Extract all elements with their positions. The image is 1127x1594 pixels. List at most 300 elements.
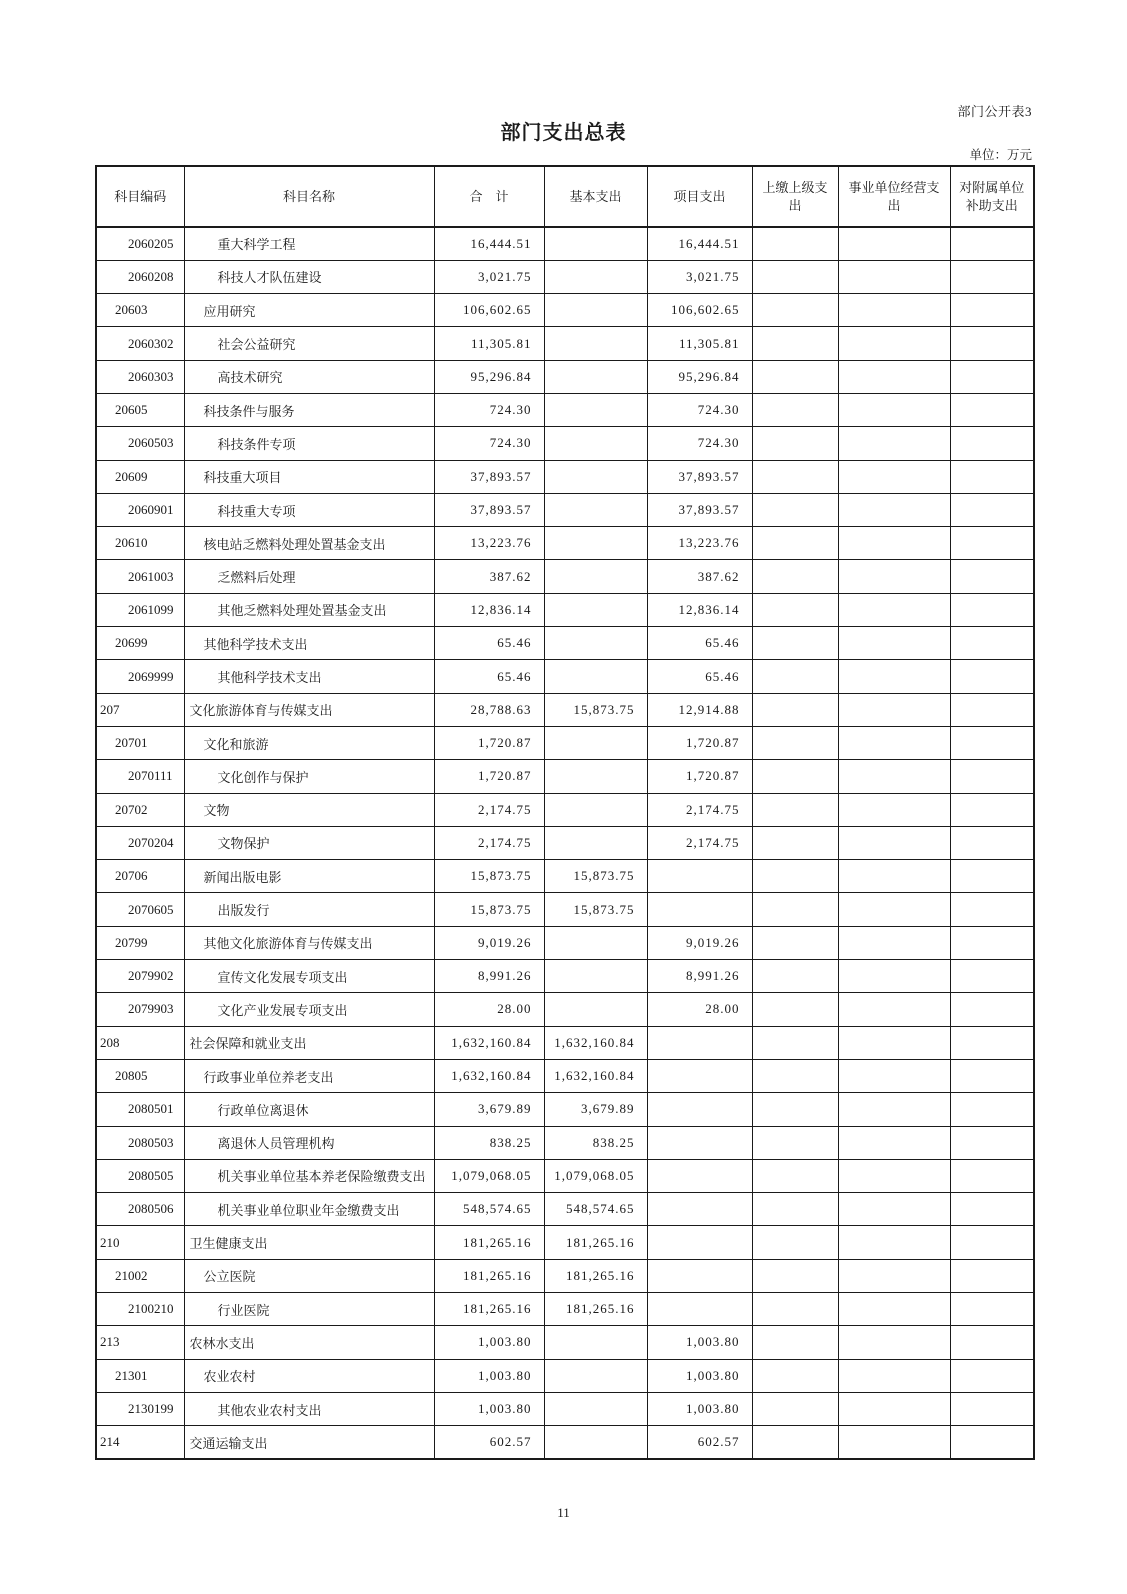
cell-subject-name: 高技术研究 [184, 360, 434, 393]
cell-project-expense: 3,021.75 [647, 260, 752, 293]
cell-subsidy-to-affiliates [950, 1026, 1034, 1059]
cell-project-expense: 602.57 [647, 1426, 752, 1459]
cell-total: 65.46 [434, 660, 544, 693]
cell-upper-level-expense [752, 1059, 838, 1092]
cell-business-operation-expense [838, 1293, 950, 1326]
cell-upper-level-expense [752, 660, 838, 693]
cell-project-expense: 2,174.75 [647, 826, 752, 859]
cell-project-expense: 37,893.57 [647, 493, 752, 526]
cell-subject-name: 社会保障和就业支出 [184, 1026, 434, 1059]
cell-business-operation-expense [838, 1159, 950, 1192]
cell-subject-name: 交通运输支出 [184, 1426, 434, 1459]
cell-subject-code: 20805 [96, 1059, 184, 1092]
cell-subject-code: 20706 [96, 860, 184, 893]
cell-total: 1,720.87 [434, 760, 544, 793]
cell-project-expense: 1,003.80 [647, 1392, 752, 1425]
cell-upper-level-expense [752, 1093, 838, 1126]
cell-subject-name: 行政事业单位养老支出 [184, 1059, 434, 1092]
cell-subject-code: 2080505 [96, 1159, 184, 1192]
cell-subject-code: 2070111 [96, 760, 184, 793]
cell-subsidy-to-affiliates [950, 693, 1034, 726]
cell-project-expense [647, 1093, 752, 1126]
table-row [96, 393, 1034, 426]
cell-basic-expense [544, 1426, 647, 1459]
cell-basic-expense: 1,079,068.05 [544, 1159, 647, 1192]
cell-business-operation-expense [838, 1026, 950, 1059]
cell-subsidy-to-affiliates [950, 793, 1034, 826]
cell-basic-expense [544, 327, 647, 360]
cell-business-operation-expense [838, 294, 950, 327]
table-body [96, 227, 1034, 1459]
cell-subsidy-to-affiliates [950, 1426, 1034, 1459]
cell-subject-name: 机关事业单位职业年金缴费支出 [184, 1193, 434, 1226]
cell-business-operation-expense [838, 1259, 950, 1292]
table-row [96, 760, 1034, 793]
cell-subsidy-to-affiliates [950, 527, 1034, 560]
cell-total: 15,873.75 [434, 860, 544, 893]
cell-upper-level-expense [752, 926, 838, 959]
cell-subject-code: 2069999 [96, 660, 184, 693]
cell-basic-expense [544, 527, 647, 560]
col-subsidy-to-affiliates: 对附属单位补助支出 [950, 166, 1034, 227]
cell-upper-level-expense [752, 1259, 838, 1292]
cell-upper-level-expense [752, 760, 838, 793]
cell-subsidy-to-affiliates [950, 660, 1034, 693]
cell-project-expense [647, 893, 752, 926]
cell-business-operation-expense [838, 693, 950, 726]
cell-upper-level-expense [752, 1159, 838, 1192]
cell-project-expense: 8,991.26 [647, 960, 752, 993]
cell-business-operation-expense [838, 1126, 950, 1159]
cell-subject-name: 农业农村 [184, 1359, 434, 1392]
table-row [96, 1392, 1034, 1425]
cell-subsidy-to-affiliates [950, 294, 1034, 327]
cell-subject-name: 文物保护 [184, 826, 434, 859]
table-row [96, 1426, 1034, 1459]
table-row [96, 460, 1034, 493]
cell-subject-code: 20603 [96, 294, 184, 327]
cell-basic-expense [544, 493, 647, 526]
cell-subject-code: 20702 [96, 793, 184, 826]
cell-subsidy-to-affiliates [950, 360, 1034, 393]
table-row [96, 1126, 1034, 1159]
cell-basic-expense [544, 793, 647, 826]
cell-basic-expense: 181,265.16 [544, 1226, 647, 1259]
table-row [96, 227, 1034, 260]
cell-subject-name: 机关事业单位基本养老保险缴费支出 [184, 1159, 434, 1192]
table-row [96, 260, 1034, 293]
cell-total: 28,788.63 [434, 693, 544, 726]
cell-business-operation-expense [838, 593, 950, 626]
cell-subject-name: 科技重大项目 [184, 460, 434, 493]
cell-subject-code: 2061003 [96, 560, 184, 593]
cell-business-operation-expense [838, 826, 950, 859]
cell-subsidy-to-affiliates [950, 1159, 1034, 1192]
cell-subsidy-to-affiliates [950, 1259, 1034, 1292]
cell-upper-level-expense [752, 294, 838, 327]
cell-business-operation-expense [838, 360, 950, 393]
cell-total: 3,021.75 [434, 260, 544, 293]
cell-subject-name: 科技条件专项 [184, 427, 434, 460]
cell-subsidy-to-affiliates [950, 1126, 1034, 1159]
cell-upper-level-expense [752, 393, 838, 426]
table-row [96, 1059, 1034, 1092]
cell-upper-level-expense [752, 960, 838, 993]
cell-basic-expense [544, 427, 647, 460]
cell-subject-code: 208 [96, 1026, 184, 1059]
expense-table [95, 165, 1035, 1460]
cell-basic-expense [544, 1392, 647, 1425]
cell-basic-expense: 15,873.75 [544, 860, 647, 893]
cell-subject-name: 科技条件与服务 [184, 393, 434, 426]
cell-total: 181,265.16 [434, 1293, 544, 1326]
cell-business-operation-expense [838, 227, 950, 260]
cell-subject-name: 乏燃料后处理 [184, 560, 434, 593]
cell-subject-name: 卫生健康支出 [184, 1226, 434, 1259]
cell-business-operation-expense [838, 1392, 950, 1425]
table-row [96, 427, 1034, 460]
cell-project-expense [647, 860, 752, 893]
cell-subsidy-to-affiliates [950, 427, 1034, 460]
cell-business-operation-expense [838, 427, 950, 460]
cell-upper-level-expense [752, 260, 838, 293]
cell-upper-level-expense [752, 360, 838, 393]
table-row [96, 826, 1034, 859]
cell-total: 9,019.26 [434, 926, 544, 959]
table-row [96, 1326, 1034, 1359]
cell-upper-level-expense [752, 860, 838, 893]
cell-business-operation-expense [838, 1426, 950, 1459]
cell-business-operation-expense [838, 1059, 950, 1092]
cell-project-expense: 12,914.88 [647, 693, 752, 726]
cell-business-operation-expense [838, 560, 950, 593]
cell-basic-expense: 838.25 [544, 1126, 647, 1159]
cell-project-expense: 12,836.14 [647, 593, 752, 626]
cell-upper-level-expense [752, 693, 838, 726]
cell-business-operation-expense [838, 327, 950, 360]
cell-subject-code: 2079903 [96, 993, 184, 1026]
cell-project-expense: 724.30 [647, 427, 752, 460]
cell-total: 65.46 [434, 627, 544, 660]
cell-subsidy-to-affiliates [950, 1326, 1034, 1359]
cell-business-operation-expense [838, 726, 950, 759]
cell-subject-name: 行业医院 [184, 1293, 434, 1326]
cell-basic-expense [544, 726, 647, 759]
table-row [96, 960, 1034, 993]
cell-basic-expense [544, 993, 647, 1026]
cell-subject-code: 2060503 [96, 427, 184, 460]
table-row [96, 1026, 1034, 1059]
col-subject-name: 科目名称 [184, 166, 434, 227]
cell-total: 3,679.89 [434, 1093, 544, 1126]
cell-subsidy-to-affiliates [950, 493, 1034, 526]
cell-upper-level-expense [752, 493, 838, 526]
cell-project-expense [647, 1193, 752, 1226]
page-number: 11 [557, 1505, 570, 1520]
cell-project-expense: 11,305.81 [647, 327, 752, 360]
cell-project-expense: 106,602.65 [647, 294, 752, 327]
cell-subject-name: 出版发行 [184, 893, 434, 926]
cell-subject-code: 2060302 [96, 327, 184, 360]
table-row [96, 560, 1034, 593]
cell-basic-expense: 15,873.75 [544, 693, 647, 726]
cell-upper-level-expense [752, 893, 838, 926]
cell-total: 548,574.65 [434, 1193, 544, 1226]
cell-total: 95,296.84 [434, 360, 544, 393]
cell-subject-code: 2060205 [96, 227, 184, 260]
cell-subject-name: 其他科学技术支出 [184, 660, 434, 693]
cell-business-operation-expense [838, 1226, 950, 1259]
cell-basic-expense: 15,873.75 [544, 893, 647, 926]
cell-business-operation-expense [838, 660, 950, 693]
cell-subject-name: 核电站乏燃料处理处置基金支出 [184, 527, 434, 560]
cell-total: 2,174.75 [434, 826, 544, 859]
cell-upper-level-expense [752, 826, 838, 859]
cell-basic-expense [544, 826, 647, 859]
cell-total: 387.62 [434, 560, 544, 593]
cell-subject-name: 文化产业发展专项支出 [184, 993, 434, 1026]
cell-subsidy-to-affiliates [950, 1059, 1034, 1092]
unit-note: 单位：万元 [969, 148, 1032, 162]
cell-business-operation-expense [838, 993, 950, 1026]
cell-business-operation-expense [838, 1193, 950, 1226]
table-row [96, 294, 1034, 327]
cell-subsidy-to-affiliates [950, 1392, 1034, 1425]
cell-basic-expense [544, 227, 647, 260]
cell-business-operation-expense [838, 1326, 950, 1359]
cell-project-expense: 28.00 [647, 993, 752, 1026]
table-row [96, 1193, 1034, 1226]
cell-subject-name: 科技人才队伍建设 [184, 260, 434, 293]
col-basic-expense: 基本支出 [544, 166, 647, 227]
cell-basic-expense: 181,265.16 [544, 1293, 647, 1326]
cell-subsidy-to-affiliates [950, 560, 1034, 593]
cell-subsidy-to-affiliates [950, 860, 1034, 893]
cell-project-expense [647, 1159, 752, 1192]
cell-subject-code: 2080506 [96, 1193, 184, 1226]
cell-total: 15,873.75 [434, 893, 544, 926]
page-title: 部门支出总表 [500, 122, 627, 144]
table-row [96, 693, 1034, 726]
table-row [96, 527, 1034, 560]
cell-business-operation-expense [838, 460, 950, 493]
cell-total: 11,305.81 [434, 327, 544, 360]
cell-subsidy-to-affiliates [950, 1293, 1034, 1326]
cell-project-expense [647, 1226, 752, 1259]
cell-subject-name: 农林水支出 [184, 1326, 434, 1359]
table-row [96, 1093, 1034, 1126]
table-row [96, 860, 1034, 893]
cell-subsidy-to-affiliates [950, 460, 1034, 493]
cell-upper-level-expense [752, 427, 838, 460]
cell-project-expense: 95,296.84 [647, 360, 752, 393]
col-upper-level-expense: 上缴上级支出 [752, 166, 838, 227]
col-subject-code: 科目编码 [96, 166, 184, 227]
cell-subject-code: 2080503 [96, 1126, 184, 1159]
cell-project-expense: 37,893.57 [647, 460, 752, 493]
cell-total: 181,265.16 [434, 1226, 544, 1259]
cell-business-operation-expense [838, 893, 950, 926]
cell-basic-expense [544, 660, 647, 693]
cell-subsidy-to-affiliates [950, 260, 1034, 293]
cell-subsidy-to-affiliates [950, 327, 1034, 360]
cell-upper-level-expense [752, 793, 838, 826]
cell-basic-expense [544, 560, 647, 593]
cell-total: 8,991.26 [434, 960, 544, 993]
cell-subject-name: 行政单位离退休 [184, 1093, 434, 1126]
table-row [96, 1159, 1034, 1192]
table-row [96, 893, 1034, 926]
cell-upper-level-expense [752, 1193, 838, 1226]
cell-project-expense [647, 1126, 752, 1159]
cell-subject-code: 2079902 [96, 960, 184, 993]
cell-subject-code: 214 [96, 1426, 184, 1459]
cell-total: 724.30 [434, 427, 544, 460]
table-row [96, 327, 1034, 360]
cell-subject-code: 2130199 [96, 1392, 184, 1425]
table-header [96, 166, 1034, 227]
cell-upper-level-expense [752, 627, 838, 660]
cell-subject-name: 文化创作与保护 [184, 760, 434, 793]
cell-business-operation-expense [838, 627, 950, 660]
cell-project-expense: 16,444.51 [647, 227, 752, 260]
cell-business-operation-expense [838, 793, 950, 826]
col-total: 合 计 [434, 166, 544, 227]
cell-subsidy-to-affiliates [950, 726, 1034, 759]
table-row [96, 1359, 1034, 1392]
table-row [96, 360, 1034, 393]
cell-basic-expense [544, 1326, 647, 1359]
cell-subject-name: 其他农业农村支出 [184, 1392, 434, 1425]
cell-basic-expense [544, 627, 647, 660]
cell-basic-expense [544, 760, 647, 793]
col-business-operation-expense: 事业单位经营支出 [838, 166, 950, 227]
cell-total: 37,893.57 [434, 460, 544, 493]
cell-subsidy-to-affiliates [950, 627, 1034, 660]
cell-subject-code: 210 [96, 1226, 184, 1259]
cell-subject-code: 20605 [96, 393, 184, 426]
cell-subsidy-to-affiliates [950, 1093, 1034, 1126]
table-row [96, 1226, 1034, 1259]
cell-subject-code: 2061099 [96, 593, 184, 626]
cell-subject-code: 21002 [96, 1259, 184, 1292]
cell-business-operation-expense [838, 1359, 950, 1392]
cell-subject-name: 其他科学技术支出 [184, 627, 434, 660]
cell-business-operation-expense [838, 960, 950, 993]
cell-basic-expense: 548,574.65 [544, 1193, 647, 1226]
table-row [96, 1293, 1034, 1326]
cell-upper-level-expense [752, 1426, 838, 1459]
cell-total: 16,444.51 [434, 227, 544, 260]
cell-total: 1,079,068.05 [434, 1159, 544, 1192]
cell-subsidy-to-affiliates [950, 1359, 1034, 1392]
cell-subject-name: 文化和旅游 [184, 726, 434, 759]
cell-project-expense [647, 1259, 752, 1292]
cell-total: 724.30 [434, 393, 544, 426]
cell-project-expense: 724.30 [647, 393, 752, 426]
cell-business-operation-expense [838, 393, 950, 426]
cell-subject-code: 20799 [96, 926, 184, 959]
cell-subsidy-to-affiliates [950, 227, 1034, 260]
cell-business-operation-expense [838, 926, 950, 959]
cell-project-expense: 2,174.75 [647, 793, 752, 826]
cell-subject-name: 新闻出版电影 [184, 860, 434, 893]
cell-subsidy-to-affiliates [950, 1193, 1034, 1226]
header-row [96, 166, 1034, 227]
cell-basic-expense: 1,632,160.84 [544, 1059, 647, 1092]
table-row [96, 593, 1034, 626]
cell-total: 28.00 [434, 993, 544, 1026]
cell-subject-name: 离退休人员管理机构 [184, 1126, 434, 1159]
doc-label: 部门公开表3 [957, 104, 1032, 119]
cell-project-expense: 1,003.80 [647, 1326, 752, 1359]
cell-subject-code: 2080501 [96, 1093, 184, 1126]
cell-project-expense: 1,720.87 [647, 726, 752, 759]
cell-subject-code: 20609 [96, 460, 184, 493]
cell-upper-level-expense [752, 593, 838, 626]
cell-subject-code: 2070605 [96, 893, 184, 926]
cell-subsidy-to-affiliates [950, 1226, 1034, 1259]
cell-total: 2,174.75 [434, 793, 544, 826]
cell-basic-expense: 3,679.89 [544, 1093, 647, 1126]
cell-basic-expense [544, 926, 647, 959]
cell-upper-level-expense [752, 1392, 838, 1425]
table-row [96, 660, 1034, 693]
table-row [96, 793, 1034, 826]
cell-business-operation-expense [838, 1093, 950, 1126]
cell-upper-level-expense [752, 560, 838, 593]
cell-subject-code: 207 [96, 693, 184, 726]
cell-subject-name: 科技重大专项 [184, 493, 434, 526]
cell-project-expense: 1,720.87 [647, 760, 752, 793]
cell-total: 1,003.80 [434, 1326, 544, 1359]
cell-subsidy-to-affiliates [950, 593, 1034, 626]
cell-total: 181,265.16 [434, 1259, 544, 1292]
cell-subject-name: 公立医院 [184, 1259, 434, 1292]
cell-upper-level-expense [752, 1126, 838, 1159]
cell-subject-code: 2060901 [96, 493, 184, 526]
cell-subsidy-to-affiliates [950, 760, 1034, 793]
cell-total: 1,003.80 [434, 1392, 544, 1425]
table-row [96, 627, 1034, 660]
cell-project-expense: 65.46 [647, 627, 752, 660]
cell-subject-name: 社会公益研究 [184, 327, 434, 360]
cell-total: 838.25 [434, 1126, 544, 1159]
cell-subject-code: 20610 [96, 527, 184, 560]
cell-total: 13,223.76 [434, 527, 544, 560]
cell-subject-code: 2070204 [96, 826, 184, 859]
cell-project-expense: 387.62 [647, 560, 752, 593]
cell-subject-name: 宣传文化发展专项支出 [184, 960, 434, 993]
cell-upper-level-expense [752, 1359, 838, 1392]
cell-subject-code: 2060208 [96, 260, 184, 293]
cell-subject-name: 文物 [184, 793, 434, 826]
cell-project-expense [647, 1059, 752, 1092]
col-project-expense: 项目支出 [647, 166, 752, 227]
cell-basic-expense [544, 1359, 647, 1392]
cell-total: 1,632,160.84 [434, 1059, 544, 1092]
table-row [96, 493, 1034, 526]
cell-total: 602.57 [434, 1426, 544, 1459]
cell-project-expense [647, 1293, 752, 1326]
cell-business-operation-expense [838, 493, 950, 526]
cell-business-operation-expense [838, 260, 950, 293]
cell-upper-level-expense [752, 1293, 838, 1326]
cell-project-expense: 9,019.26 [647, 926, 752, 959]
cell-subject-name: 文化旅游体育与传媒支出 [184, 693, 434, 726]
cell-upper-level-expense [752, 1326, 838, 1359]
cell-subject-code: 20699 [96, 627, 184, 660]
